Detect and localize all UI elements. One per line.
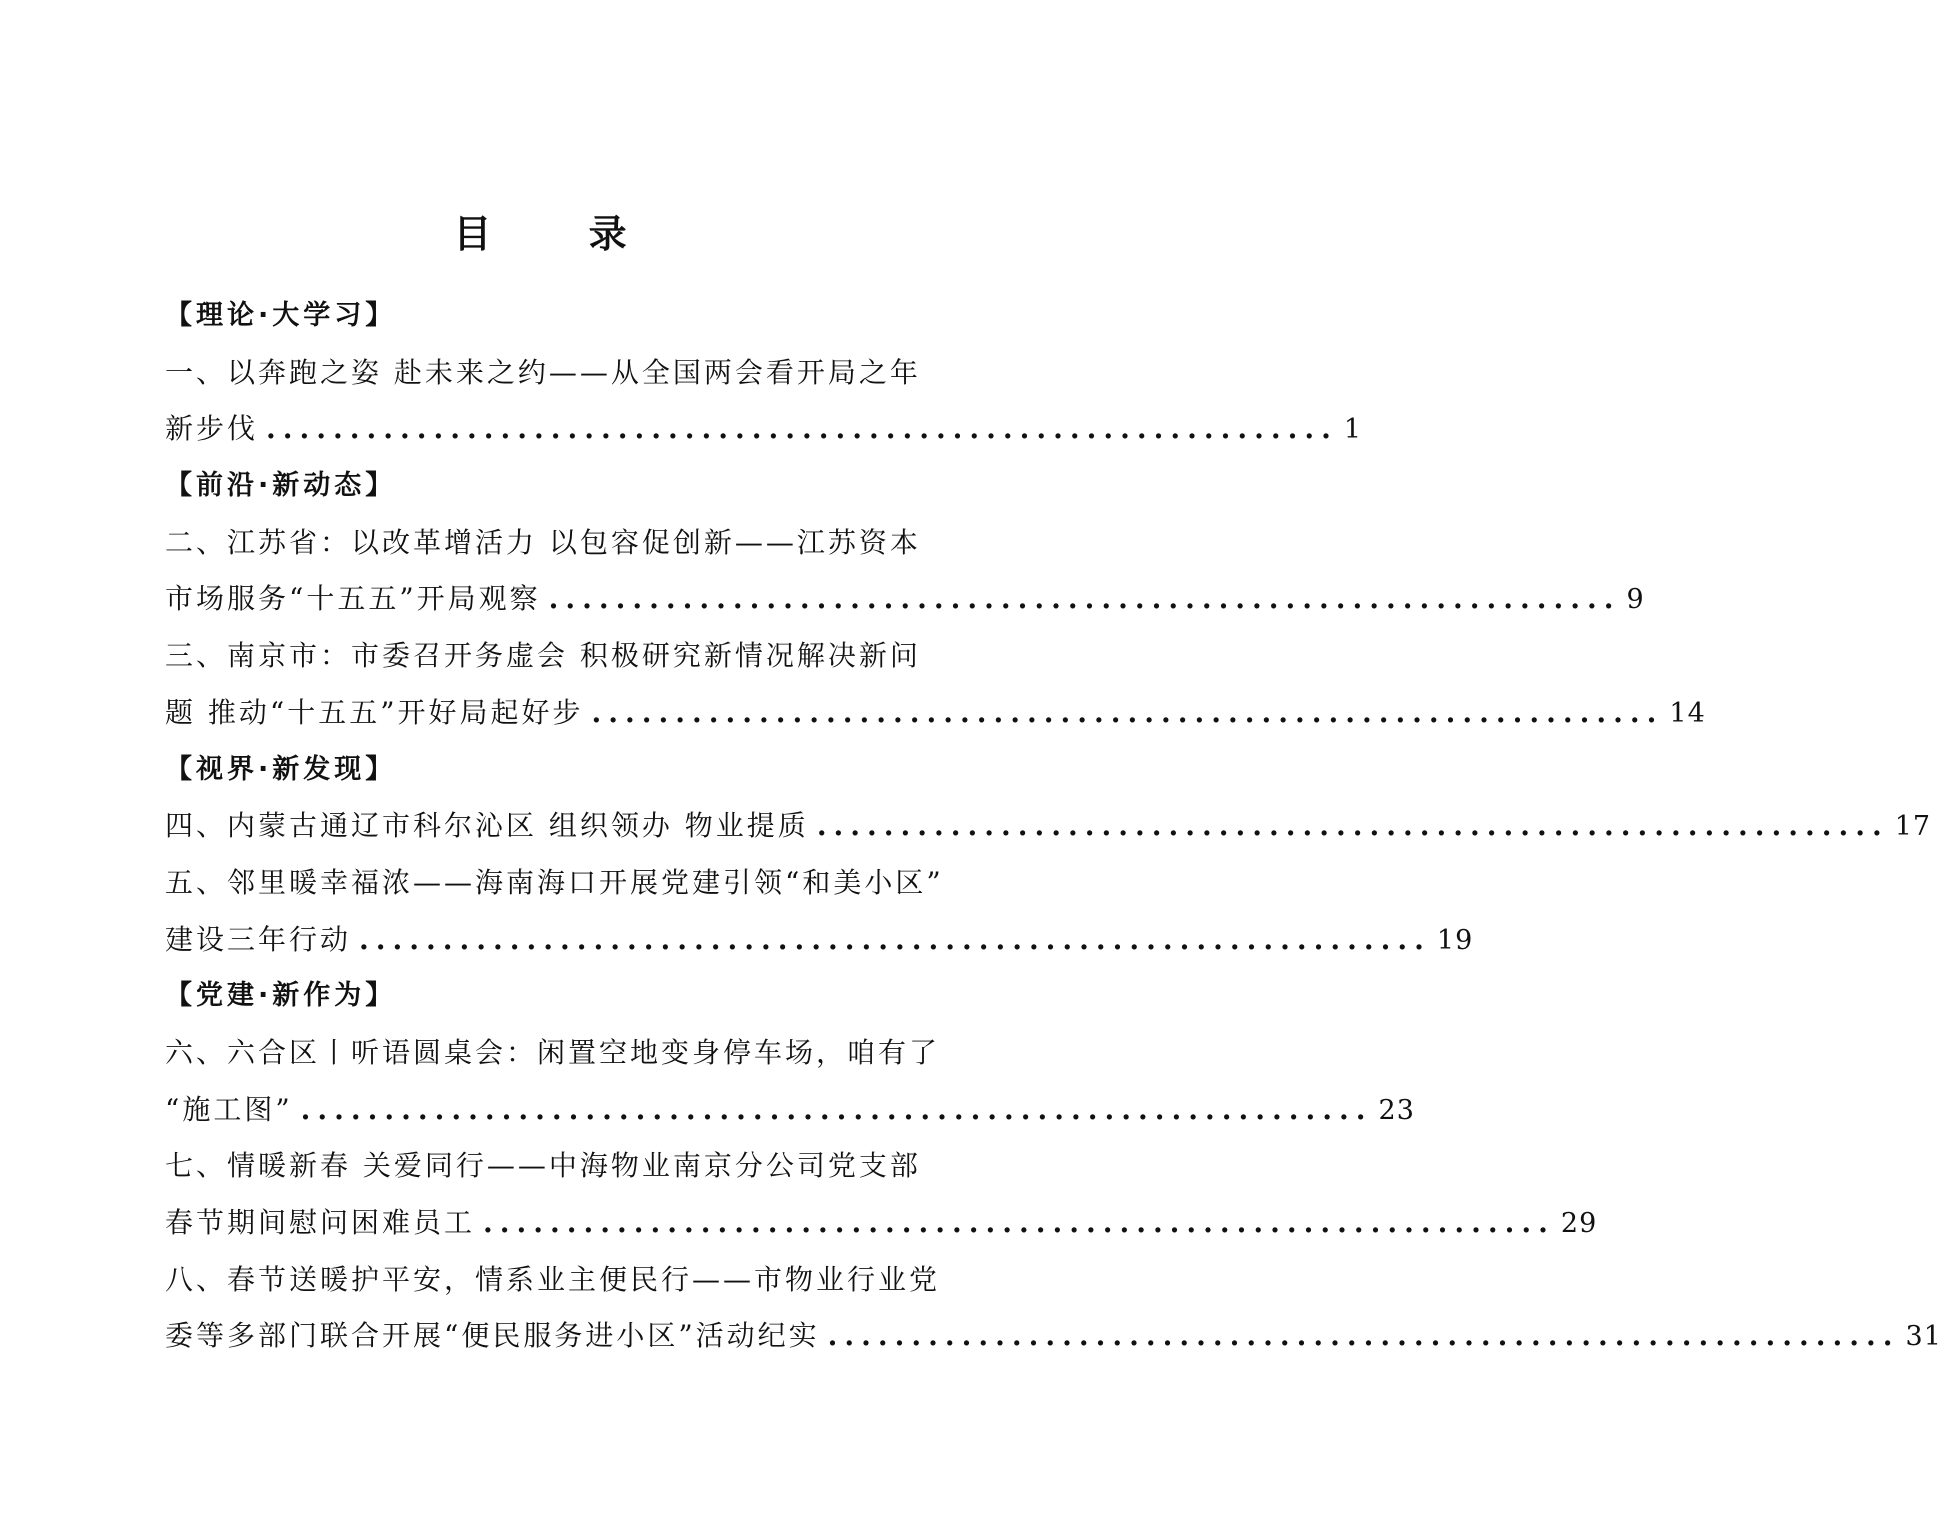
toc-entry-text: 市场服务“十五五”开局观察 [165,582,541,616]
dot-leader: ................................................................ [816,809,1889,843]
toc-entry-line: 三、南京市：市委召开务虚会 积极研究新情况解决新问 [165,639,921,673]
toc-entry-line: 五、邻里暖幸福浓——海南海口开展党建引领“和美小区” [165,865,944,899]
toc-entry-last-line [165,685,1706,742]
toc-entry-text: 题 推动“十五五”开好局起好步 [165,695,584,729]
toc-entry-last-line [165,912,1474,969]
dot-leader: ................................................................ [359,922,1431,956]
dot-leader: ................................................................ [300,1092,1373,1126]
toc-entry-last-line [165,571,1645,628]
toc-entry-text: “施工图” [165,1092,293,1126]
toc-entry-line: 八、春节送暖护平安，情系业主便民行——市物业行业党 [165,1262,941,1296]
page-number: 14 [1669,697,1706,729]
dot-leader: ................................................................ [548,582,1621,616]
toc-entry-line: 七、情暖新春 关爱同行——中海物业南京分公司党支部 [165,1149,921,1183]
toc-entry-text: 春节期间慰问困难员工 [165,1206,476,1239]
toc-entry-text: 四、内蒙古通辽市科尔沁区 组织领办 物业提质 [165,809,809,843]
section-heading: 【理论·大学习】 [165,300,397,331]
page-number: 31 [1905,1321,1942,1353]
table-of-contents [165,288,1942,1365]
toc-entry-text: 新步伐 [165,412,259,446]
section-heading: 【前沿·新动态】 [165,470,397,502]
toc-entry-last-line [165,798,1932,855]
page-number: 19 [1436,924,1474,956]
toc-entry-line: 一、以奔跑之姿 赴未来之约——从全国两会看开局之年 [165,355,921,389]
toc-entry-line: 二、江苏省：以改革增活力 以包容促创新——江苏资本 [165,525,921,559]
dot-leader: ................................................................ [483,1206,1555,1239]
toc-entry-line: 六、六合区丨听语圆桌会：闲置空地变身停车场，咱有了 [165,1035,941,1069]
toc-entry-last-line [165,401,1363,458]
page-number: 17 [1894,811,1932,843]
section-heading: 【视界·新发现】 [165,753,397,785]
toc-entry-text: 委等多部门联合开展“便民服务进小区”活动纪实 [165,1319,820,1353]
section-heading: 【党建·新作为】 [165,980,397,1012]
page-number: 29 [1560,1208,1598,1239]
toc-entry-last-line [165,1308,1942,1365]
dot-leader: ................................................................ [591,695,1664,729]
toc-entry-last-line [165,1195,1598,1252]
page-title: 目 录 [453,212,669,256]
toc-entry-text: 建设三年行动 [165,922,352,956]
dot-leader: ................................................................ [266,412,1338,446]
page-number: 9 [1626,584,1645,616]
dot-leader: ................................................................ [827,1319,1900,1353]
toc-entry-last-line [165,1082,1415,1139]
page-number: 23 [1378,1094,1415,1126]
page-number: 1 [1343,414,1363,446]
